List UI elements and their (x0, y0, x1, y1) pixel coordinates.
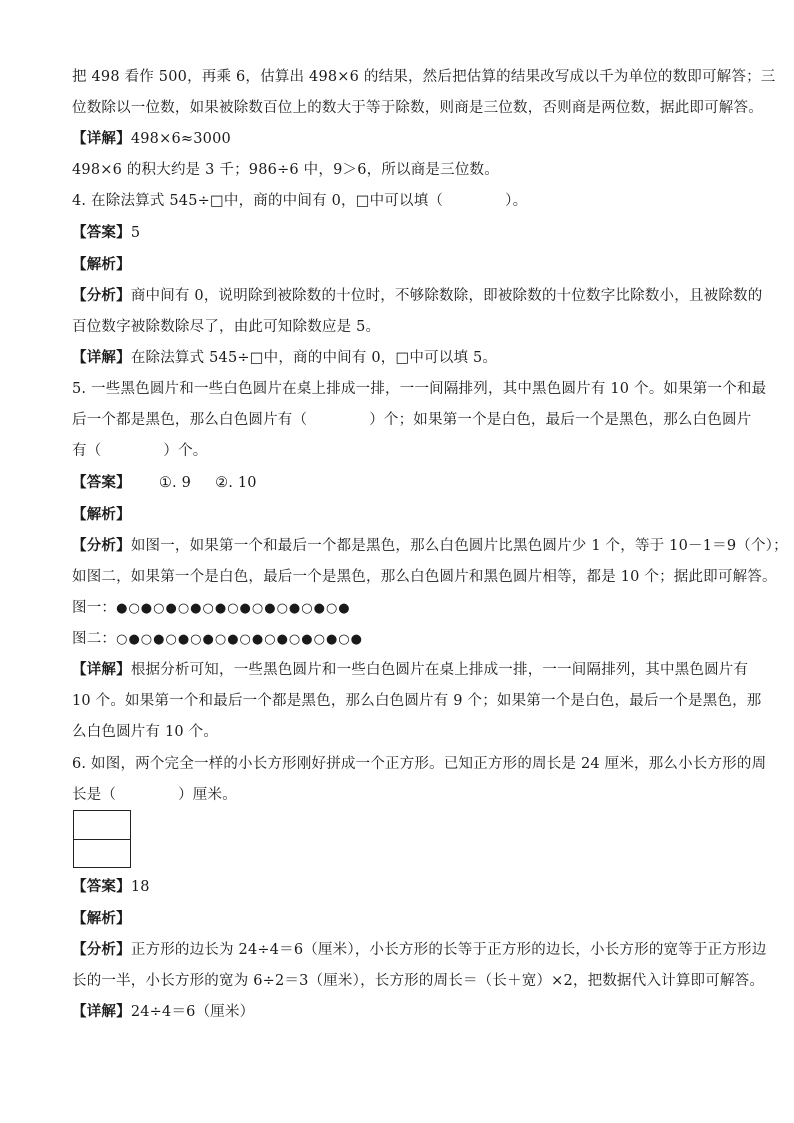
detail-text: 498×6≈3000 (130, 131, 231, 147)
analysis-line: 【分析】如图一，如果第一个和最后一个都是黑色，那么白色圆片比黑色圆片少 1 个，等于 10－1＝9（个）； (72, 537, 788, 554)
detail-line: 【详解】在除法算式 545÷□中，商的中间有 0，□中可以填 5。 (72, 349, 498, 366)
text-line: 百位数字被除数除尽了，由此可知除数应是 5。 (72, 319, 381, 335)
square-figure (73, 810, 131, 868)
circle-row: ○●○●○●○●○●○●○●○●○●○● (116, 632, 363, 647)
answer-line: 【答案】 ①. 9 ②. 10 (72, 474, 257, 491)
analysis-line: 【分析】正方形的边长为 24÷4＝6（厘米），小长方形的长等于正方形的边长，小长方形的宽等于正方形边 (72, 941, 767, 958)
answer-value: ①. 9 (158, 475, 192, 491)
analysis-line: 【分析】商中间有 0，说明除到被除数的十位时，不够除数除，即被除数的十位数字比除数小，且被除数的 (72, 287, 763, 304)
text-line: 如图二，如果第一个是白色，最后一个是黑色，那么白色圆片和黑色圆片相等，都是 10 个；据此即可解答。 (72, 569, 777, 585)
analysis-heading: 【解析】 (72, 910, 131, 927)
analysis-heading: 【解析】 (72, 256, 131, 273)
detail-tag: 【详解】 (72, 130, 131, 147)
text-line: 长的一半，小长方形的宽为 6÷2＝3（厘米），长方形的周长＝（长＋宽）×2，把数据代入计算即可解答。 (72, 973, 765, 989)
text-line: 有（ ）个。 (72, 443, 208, 459)
question-4: 4. 在除法算式 545÷□中，商的中间有 0，□中可以填（ ）。 (72, 193, 528, 209)
text-line: 后一个都是黑色，那么白色圆片有（ ）个；如果第一个是白色，最后一个是黑色，那么白色圆片 (72, 412, 752, 428)
detail-line: 【详解】根据分析可知，一些黑色圆片和一些白色圆片在桌上排成一排，一一间隔排列，其中黑色圆片有 (72, 661, 749, 678)
figure-2-row: 图二：○●○●○●○●○●○●○●○●○●○● (72, 631, 363, 647)
answer-value: 5 (130, 225, 141, 241)
question-5: 5. 一些黑色圆片和一些白色圆片在桌上排成一排，一一间隔排列，其中黑色圆片有 10 个。如果第一个和最 (72, 381, 767, 397)
answer-value: 18 (130, 879, 150, 895)
answer-value: ②. 10 (215, 475, 257, 491)
detail-line: 【详解】24÷4＝6（厘米） (72, 1003, 255, 1020)
detail-line (72, 130, 231, 148)
text-line: 把 498 看作 500，再乘 6，估算出 498×6 的结果，然后把估算的结果改写成以千为单位的数即可解答；三 (72, 69, 776, 85)
answer-line: 【答案】5 (72, 224, 141, 241)
text-line: 么白色圆片有 10 个。 (72, 724, 219, 740)
analysis-heading: 【解析】 (72, 506, 131, 523)
text-line: 498×6 的积大约是 3 千；986÷6 中，9＞6，所以商是三位数。 (72, 162, 499, 178)
question-6: 6. 如图，两个完全一样的小长方形刚好拼成一个正方形。已知正方形的周长是 24 厘米，那么小长方形的周 (72, 756, 767, 772)
divider-line (74, 839, 130, 840)
figure-1-row: 图一：●○●○●○●○●○●○●○●○●○● (72, 600, 351, 616)
text-line: 10 个。如果第一个和最后一个都是黑色，那么白色圆片有 9 个；如果第一个是白色，最后一个是黑色，那 (72, 693, 762, 709)
answer-line: 【答案】18 (72, 878, 150, 895)
text-line: 长是（ ）厘米。 (72, 787, 237, 803)
text-line: 位数除以一位数，如果被除数百位上的数大于等于除数，则商是三位数，否则商是两位数，据此即可解答。 (72, 100, 763, 116)
circle-row: ●○●○●○●○●○●○●○●○●○● (116, 601, 351, 616)
